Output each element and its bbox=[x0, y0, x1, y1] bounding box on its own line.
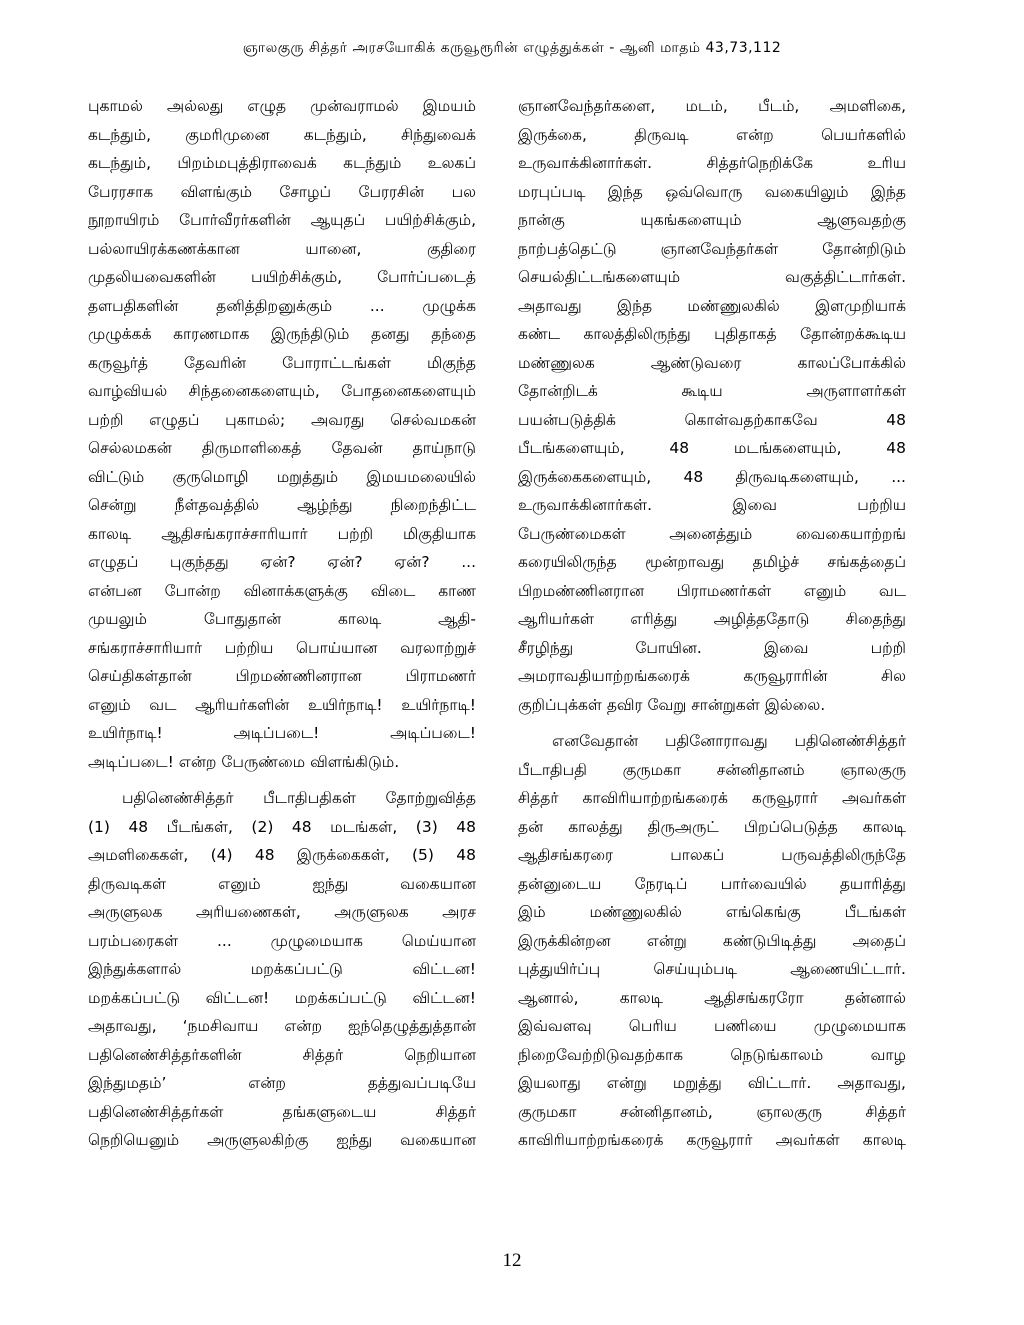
text-line: மறக்கப்பட்டு விட்டன! மறக்கப்பட்டு விட்டன! bbox=[88, 988, 476, 1007]
text-line: தோன்றிடக் கூடிய அருளாளர்கள் bbox=[518, 382, 906, 400]
text-line: கடந்தும், பிறம்மபுத்திராவைக் கடந்தும் உலகப் bbox=[88, 154, 476, 172]
text-line: குறிப்புக்கள் தவிர வேறு சான்றுகள் இல்லை. bbox=[518, 695, 826, 714]
text-line: சங்கராச்சாரியார் பற்றிய பொய்யான வரலாற்றுச் bbox=[88, 638, 476, 657]
text-line: இந்துமதம்’ என்ற தத்துவப்படியே bbox=[88, 1074, 476, 1092]
text-line: இருக்கை, திருவடி என்ற பெயர்களில் bbox=[518, 125, 906, 144]
text-line: திருவடிகள் எனும் ஐந்து வகையான bbox=[88, 874, 476, 893]
right-paragraph-1 bbox=[518, 92, 906, 719]
text-line: பயன்படுத்திக் கொள்வதற்காகவே 48 bbox=[518, 410, 906, 429]
text-line: அடிப்படை! என்ற பேருண்மை விளங்கிடும். bbox=[88, 752, 400, 771]
text-line: இந்துக்களால் மறக்கப்பட்டு விட்டன! bbox=[88, 960, 476, 978]
text-line: (1) 48 பீடங்கள், (2) 48 மடங்கள், (3) 48 bbox=[88, 817, 476, 836]
text-line: செயல்திட்டங்களையும் வகுத்திட்டார்கள். bbox=[518, 268, 906, 286]
text-line: ஞானவேந்தர்களை, மடம், பீடம், அமளிகை, bbox=[518, 97, 906, 115]
text-line: பதினெண்சித்தர்கள் தங்களுடைய சித்தர் bbox=[88, 1102, 476, 1121]
text-line: கருவூர்த் தேவரின் போராட்டங்கள் மிகுந்த bbox=[88, 353, 476, 372]
text-line: சித்தர் காவிரியாற்றங்கரைக் கருவூரார் அவர்கள் bbox=[518, 789, 906, 807]
text-line: எழுதப் புகுந்தது ஏன்? ஏன்? ஏன்? ... bbox=[88, 553, 476, 571]
text-line: அமராவதியாற்றங்கரைக் கருவூராரின் சில bbox=[518, 667, 906, 685]
text-line: இவ்வளவு பெரிய பணியை முழுமையாக bbox=[518, 1017, 906, 1035]
text-line: மரபுப்படி இந்த ஒவ்வொரு வகையிலும் இந்த bbox=[518, 182, 906, 201]
text-line: சீரழிந்து போயின. இவை பற்றி bbox=[518, 638, 906, 657]
text-line: முயலும் போதுதான் காலடி ஆதி- bbox=[88, 610, 476, 628]
text-line: நெறியெனும் அருளுலகிற்கு ஐந்து வகையான bbox=[88, 1131, 476, 1149]
text-line: ஆதிசங்கரரை பாலகப் பருவத்திலிருந்தே bbox=[518, 846, 906, 864]
right-paragraph-2 bbox=[518, 727, 906, 1155]
left-paragraph-1 bbox=[88, 92, 476, 776]
text-line: உயிர்நாடி! அடிப்படை! அடிப்படை! bbox=[88, 724, 476, 742]
text-line: அதாவது, ‘நமசிவாய என்ற ஐந்தெழுத்துத்தான் bbox=[88, 1017, 476, 1035]
text-line: செய்திகள்தான் பிறமண்ணினரான பிராமணர் bbox=[88, 667, 476, 685]
text-line: பரம்பரைகள் ... முழுமையாக மெய்யான bbox=[88, 931, 476, 950]
text-line: எனவேதான் பதினோராவது பதினெண்சித்தர் bbox=[552, 732, 906, 750]
text-line: பீடங்களையும், 48 மடங்களையும், 48 bbox=[518, 439, 906, 457]
text-line: விட்டும் குருமொழி மறுத்தும் இமயமலையில் bbox=[88, 467, 476, 486]
text-line: நிறைவேற்றிடுவதற்காக நெடுங்காலம் வாழ bbox=[518, 1045, 906, 1064]
right-column bbox=[518, 92, 906, 1155]
text-line: உருவாக்கினார்கள். சித்தர்நெறிக்கே உரிய bbox=[518, 154, 906, 172]
text-line: பீடாதிபதி குருமகா சன்னிதானம் ஞாலகுரு bbox=[518, 760, 906, 779]
text-line: கரையிலிருந்த மூன்றாவது தமிழ்ச் சங்கத்தைப் bbox=[518, 553, 906, 571]
text-line: சென்று நீள்தவத்தில் ஆழ்ந்து நிறைந்திட்ட bbox=[88, 496, 476, 514]
paragraph-gap bbox=[88, 776, 476, 784]
text-line: தன்னுடைய நேரடிப் பார்வையில் தயாரித்து bbox=[518, 874, 906, 893]
text-line: கண்ட காலத்திலிருந்து புதிதாகத் தோன்றக்கூடிய bbox=[518, 325, 906, 343]
text-line: தன் காலத்து திருஅருட் பிறப்பெடுத்த காலடி bbox=[518, 817, 906, 836]
left-column bbox=[88, 92, 476, 1155]
text-line: இம் மண்ணுலகில் எங்கெங்கு பீடங்கள் bbox=[518, 903, 906, 921]
left-paragraph-2 bbox=[88, 784, 476, 1155]
text-line: காலடி ஆதிசங்கராச்சாரியார் பற்றி மிகுதியாக bbox=[88, 524, 476, 543]
text-line: முதலியவைகளின் பயிற்சிக்கும், போர்ப்படைத் bbox=[88, 268, 476, 286]
text-line: நான்கு யுகங்களையும் ஆளுவதற்கு bbox=[518, 211, 906, 229]
text-line: பல்லாயிரக்கணக்கான யானை, குதிரை bbox=[88, 239, 476, 258]
text-line: பிறமண்ணினரான பிராமணர்கள் எனும் வட bbox=[518, 581, 906, 600]
text-line: செல்லமகன் திருமாளிகைத் தேவன் தாய்நாடு bbox=[88, 439, 476, 457]
text-line: அமளிகைகள், (4) 48 இருக்கைகள், (5) 48 bbox=[88, 846, 476, 864]
text-line: நாற்பத்தெட்டு ஞானவேந்தர்கள் தோன்றிடும் bbox=[518, 239, 906, 258]
text-line: பேரரசாக விளங்கும் சோழப் பேரரசின் பல bbox=[88, 182, 476, 201]
text-line: பற்றி எழுதப் புகாமல்; அவரது செல்வமகன் bbox=[88, 410, 476, 429]
text-line: வாழ்வியல் சிந்தனைகளையும், போதனைகளையும் bbox=[88, 382, 476, 400]
text-line: எனும் வட ஆரியர்களின் உயிர்நாடி! உயிர்நாடி! bbox=[88, 695, 476, 714]
text-line: புகாமல் அல்லது எழுத முன்வராமல் இமயம் bbox=[88, 97, 476, 115]
text-line: இயலாது என்று மறுத்து விட்டார். அதாவது, bbox=[518, 1074, 906, 1092]
text-line: இருக்கைகளையும், 48 திருவடிகளையும், ... bbox=[518, 467, 906, 486]
text-line: அருளுலக அரியணைகள், அருளுலக அரச bbox=[88, 903, 476, 921]
text-line: பதினெண்சித்தர் பீடாதிபதிகள் தோற்றுவித்த bbox=[122, 789, 476, 807]
text-line: குருமகா சன்னிதானம், ஞாலகுரு சித்தர் bbox=[518, 1102, 906, 1121]
text-line: ஆனால், காலடி ஆதிசங்கரரோ தன்னால் bbox=[518, 988, 906, 1007]
text-line: பதினெண்சித்தர்களின் சித்தர் நெறியான bbox=[88, 1045, 476, 1064]
text-line: ஆரியர்கள் எரித்து அழித்ததோடு சிதைந்து bbox=[518, 610, 906, 628]
text-line: மண்ணுலக ஆண்டுவரை காலப்போக்கில் bbox=[518, 353, 906, 372]
text-line: என்பன போன்ற வினாக்களுக்கு விடை காண bbox=[88, 581, 476, 600]
text-line: கடந்தும், குமரிமுனை கடந்தும், சிந்துவைக் bbox=[88, 125, 476, 144]
running-header: ஞாலகுரு சித்தர் அரசயோகிக் கருவூரூரின் எழுத்துக்கள் - ஆனி மாதம் 43,73,112 bbox=[242, 40, 782, 56]
page-number: 12 bbox=[502, 1250, 522, 1271]
text-line: உருவாக்கினார்கள். இவை பற்றிய bbox=[518, 496, 906, 514]
text-line: புத்துயிர்ப்பு செய்யும்படி ஆணையிட்டார். bbox=[518, 960, 906, 978]
paragraph-gap bbox=[518, 719, 906, 727]
text-line: முழுக்கக் காரணமாக இருந்திடும் தனது தந்தை bbox=[88, 325, 476, 343]
text-line: அதாவது இந்த மண்ணுலகில் இளமுறியாக் bbox=[518, 296, 906, 315]
text-line: பேருண்மைகள் அனைத்தும் வைகையாற்றங் bbox=[518, 524, 906, 543]
text-line: நூறாயிரம் போர்வீரர்களின் ஆயுதப் பயிற்சிக்கும், bbox=[88, 211, 476, 229]
text-line: தளபதிகளின் தனித்திறனுக்கும் ... முழுக்க bbox=[88, 296, 476, 315]
text-line: இருக்கின்றன என்று கண்டுபிடித்து அதைப் bbox=[518, 931, 906, 950]
text-line: காவிரியாற்றங்கரைக் கருவூரார் அவர்கள் காலடி bbox=[518, 1131, 906, 1149]
